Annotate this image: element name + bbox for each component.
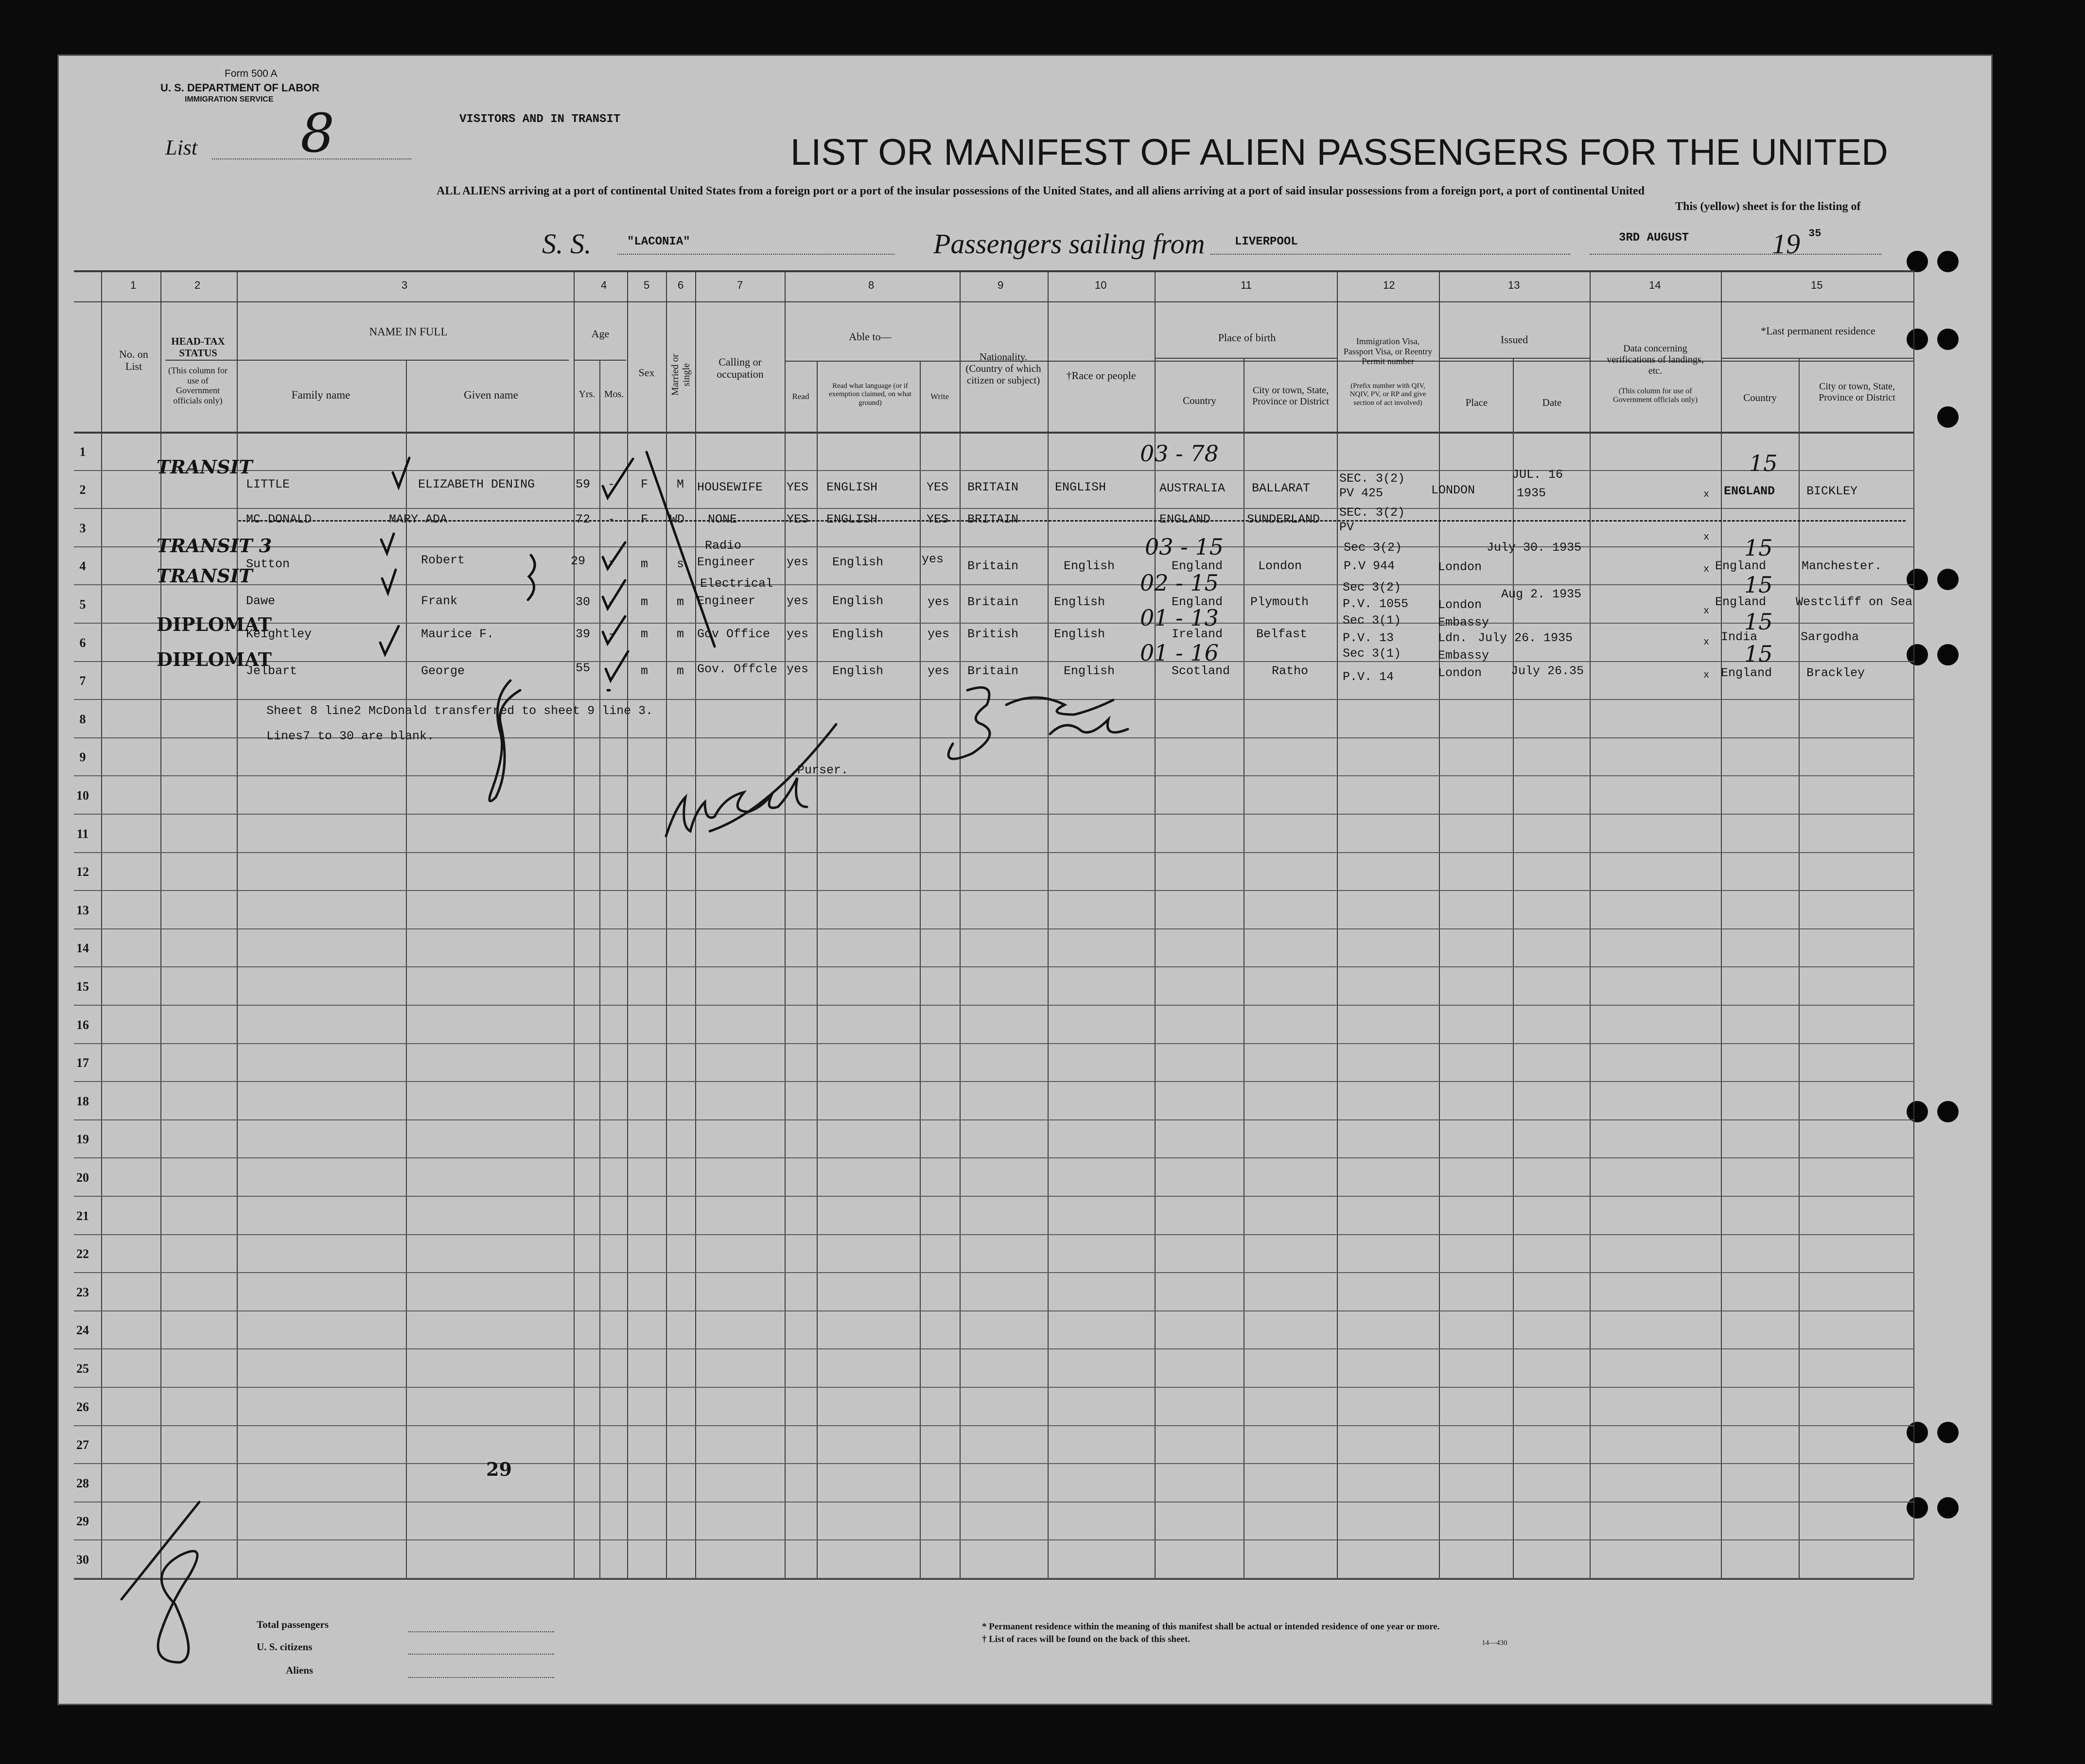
sailing-label: Passengers sailing from xyxy=(933,228,1205,260)
header-married: Married or single xyxy=(670,353,692,396)
nationality: BRITAIN xyxy=(967,512,1019,526)
birth-city: BALLARAT xyxy=(1252,481,1311,495)
occupation: NONE xyxy=(708,512,737,526)
residence-mark: 15 xyxy=(1744,609,1773,635)
header-place-of-birth: Place of birth xyxy=(1218,332,1276,344)
given-name: Maurice F. xyxy=(421,627,494,641)
form-code: 14—430 xyxy=(1482,1639,1507,1647)
verification-mark: x xyxy=(1703,564,1710,575)
column-number: 11 xyxy=(1241,279,1252,291)
residence-footnote: * Permanent residence within the meaning of this manifest shall be actual or intended residence of one year or more. xyxy=(982,1622,1440,1632)
visa-section: Sec 3(1) xyxy=(1343,646,1402,661)
residence-country: England xyxy=(1715,559,1767,573)
visa-number: P.V. 1055 xyxy=(1343,597,1409,611)
manifest-subtitle-2: This (yellow) sheet is for the listing of xyxy=(1675,200,1861,213)
read-language: English xyxy=(832,664,884,678)
visa-section: Sec 3(2) xyxy=(1343,580,1402,594)
handwritten-code: 03 - 15 xyxy=(1145,534,1224,560)
column-number: 14 xyxy=(1649,279,1661,291)
ship-name: "LACONIA" xyxy=(627,235,690,248)
can-read: yes xyxy=(787,662,809,676)
age-months: - xyxy=(608,477,615,491)
visa-section: SEC. 3(2) xyxy=(1339,472,1405,486)
can-write: yes xyxy=(928,664,950,678)
issued-date: JUL. 16 xyxy=(1512,468,1563,482)
header-verifications: Data concerning verifications of landings, etc. xyxy=(1607,343,1704,376)
header-visa-note: (Prefix number with QIV, NQIV, PV, or RP and give section of act involved) xyxy=(1349,382,1426,407)
column-number: 3 xyxy=(402,279,408,291)
age-months: - xyxy=(608,512,615,526)
issued-place: LONDON xyxy=(1431,483,1475,497)
occupation: Gov. Offcle xyxy=(697,662,778,676)
visa-number: PV 425 xyxy=(1339,486,1384,500)
issued-place: Ldn. xyxy=(1438,631,1468,645)
sex: F xyxy=(641,477,648,491)
row-number: 1 xyxy=(79,444,86,459)
row-number: 6 xyxy=(79,635,86,650)
birth-country: Scotland xyxy=(1172,664,1230,678)
officer-initials-signature xyxy=(490,681,520,801)
age-years: 30 xyxy=(576,595,591,609)
ss-label: S. S. xyxy=(542,228,592,260)
transfer-note: Sheet 8 line2 McDonald transferred to sheet 9 line 3. xyxy=(266,704,653,718)
given-name: George xyxy=(421,664,465,678)
marital-status: m xyxy=(677,664,684,678)
head-tax-mark: TRANSIT xyxy=(157,456,253,478)
age-months: - xyxy=(608,554,615,568)
manifest-subtitle: ALL ALIENS arriving at a port of continental United States from a foreign port or a port of the insular possessions of the United States, and all aliens arriving at a port of said insular possessions from a foreign port, a port of continental United xyxy=(437,185,1645,197)
residence-mark: 15 xyxy=(1744,641,1773,667)
header-head-tax: HEAD-TAX STATUS xyxy=(171,335,225,359)
nationality: Britain xyxy=(967,664,1019,678)
us-citizens-label: U. S. citizens xyxy=(257,1641,313,1653)
purser-label: Purser. xyxy=(797,763,849,777)
birth-city: SUNDERLAND xyxy=(1247,512,1320,526)
row-number: 11 xyxy=(76,826,89,841)
marital-status: M xyxy=(677,477,684,491)
row-number: 24 xyxy=(76,1323,89,1338)
header-read-language: Read what language (or if exemption claimed, on what ground) xyxy=(829,382,911,407)
birth-country: Ireland xyxy=(1172,627,1223,641)
manifest-title: LIST OR MANIFEST OF ALIEN PASSENGERS FOR THE UNITED xyxy=(790,132,1888,173)
total-passengers-label: Total passengers xyxy=(257,1619,329,1630)
visa-number: P.V. 14 xyxy=(1343,670,1394,684)
row-number: 30 xyxy=(76,1553,89,1567)
column-number: 6 xyxy=(678,279,684,291)
header-able-to: Able to— xyxy=(849,331,892,343)
row-number: 17 xyxy=(76,1056,89,1070)
row-number: 27 xyxy=(76,1438,89,1452)
verification-mark: x xyxy=(1703,670,1710,681)
column-number: 9 xyxy=(998,279,1004,291)
family-name: Sutton xyxy=(246,557,290,571)
issued-place: London xyxy=(1438,560,1482,574)
residence-city: Brackley xyxy=(1806,666,1865,680)
header-birth-country: Country xyxy=(1183,395,1216,406)
bottom-left-stroke xyxy=(122,1502,199,1599)
row-number: 21 xyxy=(76,1208,89,1223)
header-res-city: City or town, State, Province or District xyxy=(1819,381,1895,403)
residence-mark: 15 xyxy=(1744,572,1773,598)
nationality: British xyxy=(967,627,1019,641)
given-name: Frank xyxy=(421,594,458,608)
form-number: Form 500 A xyxy=(225,68,278,79)
age-months: - xyxy=(608,595,615,609)
read-language: English xyxy=(832,555,884,569)
race: English xyxy=(1064,559,1115,573)
examiner-signature xyxy=(948,687,1128,759)
birth-city: Plymouth xyxy=(1250,595,1309,609)
column-number: 1 xyxy=(130,279,137,291)
column-number: 12 xyxy=(1383,279,1395,291)
column-number: 8 xyxy=(868,279,875,291)
can-read: yes xyxy=(787,555,809,569)
service: IMMIGRATION SERVICE xyxy=(185,95,274,104)
verification-mark: x xyxy=(1703,489,1710,500)
can-read: YES xyxy=(787,480,809,494)
column-number: 7 xyxy=(737,279,743,291)
age-months: - xyxy=(608,627,615,641)
family-name: MC DONALD xyxy=(246,512,312,526)
issued-place-line1: Embassy xyxy=(1438,615,1489,629)
occupation: Gov Office xyxy=(697,627,771,641)
birth-city: London xyxy=(1258,559,1302,573)
race: English xyxy=(1064,664,1115,678)
issued-place-line1: Embassy xyxy=(1438,648,1489,663)
occupation: Engineer xyxy=(697,555,756,569)
header-given-name: Given name xyxy=(464,389,518,401)
sex: F xyxy=(641,512,648,526)
handwritten-code: 02 - 15 xyxy=(1140,570,1219,596)
head-tax-mark: TRANSIT 3 xyxy=(157,535,272,557)
header-mos: Mos. xyxy=(604,389,624,400)
row-number: 9 xyxy=(79,750,86,765)
aliens-label: Aliens xyxy=(286,1664,314,1676)
marital-status: m xyxy=(677,595,684,609)
header-age: Age xyxy=(591,328,610,340)
header-visa: Immigration Visa, Passport Visa, or Reentry Permit number xyxy=(1343,336,1433,367)
row-number: 2 xyxy=(79,483,86,497)
age-years: 72 xyxy=(576,512,591,526)
departure-port: LIVERPOOL xyxy=(1235,235,1298,248)
row-number: 22 xyxy=(76,1247,89,1261)
marital-status: m xyxy=(677,627,684,641)
residence-city: Westcliff on Sea xyxy=(1796,595,1913,609)
age-years: 29 xyxy=(571,554,586,568)
row-number: 12 xyxy=(76,865,89,879)
department: U. S. DEPARTMENT OF LABOR xyxy=(160,82,320,94)
header-birth-city: City or town, State, Province or District xyxy=(1252,385,1329,407)
header-calling: Calling or occupation xyxy=(717,356,764,381)
issued-place: London xyxy=(1438,598,1482,612)
marital-status: WD xyxy=(670,512,685,526)
row-number: 13 xyxy=(76,903,89,917)
row-number: 4 xyxy=(79,559,86,574)
nationality: Britain xyxy=(967,559,1019,573)
read-language: ENGLISH xyxy=(826,480,878,494)
residence-city: Manchester. xyxy=(1802,559,1882,573)
can-write: yes xyxy=(928,627,950,641)
read-language: English xyxy=(832,627,884,641)
sex: m xyxy=(641,664,648,678)
departure-date: 3RD AUGUST xyxy=(1619,231,1689,245)
can-read: yes xyxy=(787,627,809,641)
row-number: 16 xyxy=(76,1017,89,1032)
issued-date: July 30. 1935 xyxy=(1487,541,1582,555)
row-number: 7 xyxy=(79,674,86,688)
birth-country: ENGLAND xyxy=(1159,512,1211,526)
row-number: 10 xyxy=(76,788,89,803)
age-years: 39 xyxy=(576,627,591,641)
family-name: LITTLE xyxy=(246,477,290,491)
occupation: Engineer xyxy=(697,594,756,608)
can-write: yes xyxy=(928,595,950,609)
header-issued-place: Place xyxy=(1465,397,1488,408)
purser-signature xyxy=(666,724,836,836)
header-verifications-note: (This column for use of Government officials only) xyxy=(1613,387,1698,404)
head-tax-mark: DIPLOMAT xyxy=(157,613,272,635)
row-number: 20 xyxy=(76,1170,89,1185)
issued-date: July 26. 1935 xyxy=(1478,631,1573,645)
visa-section: Sec 3(2) xyxy=(1344,541,1402,555)
header-write: Write xyxy=(930,392,949,401)
column-number: 13 xyxy=(1508,279,1520,291)
column-number: 4 xyxy=(601,279,607,291)
header-family-name: Family name xyxy=(291,389,350,401)
header-nationality: Nationality. (Country of which citizen or subject) xyxy=(965,351,1041,386)
residence-country: India xyxy=(1721,630,1758,644)
verification-mark: x xyxy=(1703,637,1710,648)
row-number: 19 xyxy=(76,1132,89,1147)
list-number: 8 xyxy=(300,102,334,164)
head-tax-mark: TRANSIT xyxy=(157,565,253,587)
header-issued: Issued xyxy=(1500,333,1528,346)
race: ENGLISH xyxy=(1055,480,1106,494)
visa-section: SEC. 3(2) xyxy=(1339,506,1405,520)
row-number: 15 xyxy=(76,979,89,994)
given-name: Robert xyxy=(421,553,465,567)
race: English xyxy=(1054,627,1105,641)
can-write: yes xyxy=(922,552,944,566)
row-number: 5 xyxy=(79,597,86,611)
nationality: Britain xyxy=(967,595,1019,609)
header-no-on-list: No. on List xyxy=(119,348,148,373)
given-name: MARY ADA xyxy=(389,512,448,526)
can-write: YES xyxy=(927,512,949,526)
row-number: 28 xyxy=(76,1476,89,1490)
header-yrs: Yrs. xyxy=(578,389,596,400)
header-name-in-full: NAME IN FULL xyxy=(369,326,448,338)
column-number: 2 xyxy=(194,279,201,291)
residence-mark: 15 xyxy=(1744,535,1773,561)
verification-mark: x xyxy=(1703,606,1710,617)
age-years: 55 xyxy=(576,661,591,675)
sex: m xyxy=(641,557,648,571)
blank-lines-note: Lines7 to 30 are blank. xyxy=(266,729,435,743)
birth-country: AUSTRALIA xyxy=(1159,481,1226,495)
can-write: YES xyxy=(927,480,949,494)
list-label: List xyxy=(165,136,198,159)
read-language: ENGLISH xyxy=(826,512,878,526)
can-read: yes xyxy=(787,594,809,608)
issued-place: London xyxy=(1438,666,1482,680)
row-number: 14 xyxy=(76,941,89,956)
residence-country: ENGLAND xyxy=(1724,484,1775,498)
sex: m xyxy=(641,627,648,641)
race-footnote: † List of races will be found on the back of this sheet. xyxy=(982,1634,1191,1644)
column-number: 10 xyxy=(1095,279,1107,291)
row-number: 23 xyxy=(76,1285,89,1299)
sheet-category: VISITORS AND IN TRANSIT xyxy=(459,113,621,126)
birth-country: England xyxy=(1172,595,1223,609)
marital-status: s xyxy=(677,557,684,571)
head-tax-mark: DIPLOMAT xyxy=(157,648,272,670)
residence-mark: 15 xyxy=(1749,450,1778,476)
can-read: YES xyxy=(787,512,809,526)
handwritten-code: 01 - 16 xyxy=(1140,640,1219,666)
visa-number: P.V 944 xyxy=(1344,559,1395,573)
nationality: BRITAIN xyxy=(967,480,1019,494)
race: English xyxy=(1054,595,1105,609)
column-number: 5 xyxy=(644,279,650,291)
row-number: 25 xyxy=(76,1362,89,1376)
birth-city: Ratho xyxy=(1272,664,1309,678)
sex: m xyxy=(641,595,648,609)
verification-mark: x xyxy=(1703,532,1710,543)
family-name: Keightley xyxy=(246,627,312,641)
row-number: 29 xyxy=(76,1514,89,1529)
occupation-line1: Electrical xyxy=(700,576,773,591)
residence-city: BICKLEY xyxy=(1806,484,1858,498)
handwritten-code: 03 - 78 xyxy=(1140,440,1219,467)
row-number: 18 xyxy=(76,1094,89,1108)
occupation: HOUSEWIFE xyxy=(697,480,763,494)
birth-country: England xyxy=(1172,559,1223,573)
age-years: 59 xyxy=(576,477,591,491)
header-sex: Sex xyxy=(638,367,655,379)
visa-number: P.V. 13 xyxy=(1343,631,1394,645)
residence-city: Sargodha xyxy=(1801,630,1859,644)
column-number: 15 xyxy=(1811,279,1823,291)
header-last-residence: *Last permanent residence xyxy=(1761,325,1875,337)
year-suffix: 35 xyxy=(1808,227,1822,240)
issued-date: Aug 2. 1935 xyxy=(1501,587,1582,601)
header-read: Read xyxy=(792,392,809,401)
visa-number: PV xyxy=(1339,520,1354,534)
handwritten-code: 01 - 13 xyxy=(1140,605,1219,631)
residence-country: England xyxy=(1715,595,1767,609)
row-number: 8 xyxy=(79,712,86,726)
header-issued-date: Date xyxy=(1542,397,1562,408)
header-race: †Race or people xyxy=(1066,369,1136,382)
issued-year: 1935 xyxy=(1517,486,1546,500)
family-name: Dawe xyxy=(246,594,276,608)
year-label: 19 xyxy=(1772,228,1800,260)
header-res-country: Country xyxy=(1743,392,1777,403)
issued-date: July 26.35 xyxy=(1511,664,1584,678)
header-head-tax-note: (This column for use of Government officials only) xyxy=(168,366,228,406)
read-language: English xyxy=(832,594,884,608)
list-corner-number xyxy=(158,1551,197,1662)
birth-city: Belfast xyxy=(1256,627,1308,641)
row-number: 26 xyxy=(76,1399,89,1414)
occupation-line1: Radio xyxy=(705,539,742,553)
line-29-mark: 29 xyxy=(486,1458,512,1480)
row-number: 3 xyxy=(79,521,86,535)
given-name: ELIZABETH DENING xyxy=(418,477,535,491)
residence-country: England xyxy=(1721,666,1772,680)
family-name: Jelbart xyxy=(246,664,298,678)
visa-section: Sec 3(1) xyxy=(1343,613,1402,628)
